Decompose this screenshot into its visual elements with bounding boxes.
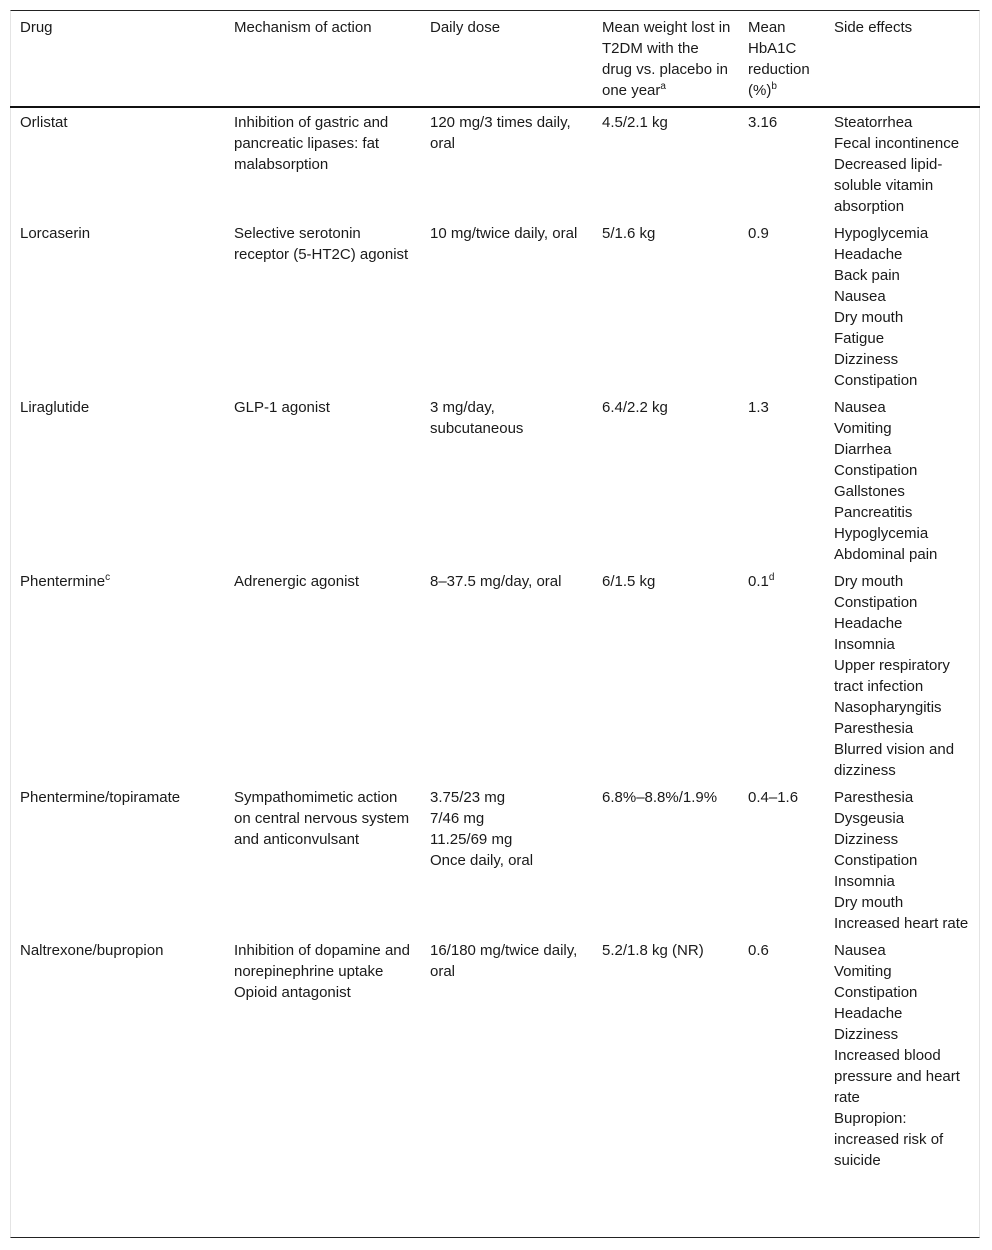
weight-value: 5/1.6 kg — [602, 225, 656, 242]
side-effect-item: Headache — [834, 1005, 903, 1022]
cell-dose — [420, 936, 592, 1173]
hba1c-value: 1.3 — [748, 399, 769, 416]
table-row — [10, 567, 980, 783]
cell-drug — [10, 783, 224, 936]
cell-mechanism — [224, 219, 420, 393]
cell-dose — [420, 219, 592, 393]
table-row — [10, 393, 980, 567]
side-effect-item: Nasopharyngitis — [834, 699, 942, 716]
hba1c-value: 0.1 — [748, 573, 769, 590]
cell-weight-lost — [592, 219, 738, 393]
cell-mechanism — [224, 393, 420, 567]
mechanism-line: Inhibition of dopamine and norepinephrine uptake — [234, 942, 410, 980]
side-effect-item: Dry mouth — [834, 894, 904, 911]
side-effect-item: Insomnia — [834, 873, 895, 890]
side-effect-item: Blurred vision and dizziness — [834, 741, 955, 779]
side-effect-item: Constipation — [834, 372, 918, 389]
mechanism-line: GLP-1 agonist — [234, 399, 330, 416]
header-cell-dose: Daily dose — [420, 11, 592, 107]
hba1c-value: 0.6 — [748, 942, 769, 959]
weight-value: 6.4/2.2 kg — [602, 399, 668, 416]
cell-dose — [420, 567, 592, 783]
side-effect-item: Constipation — [834, 594, 918, 611]
cell-dose — [420, 393, 592, 567]
side-effect-item: Nausea — [834, 288, 886, 305]
weight-value: 6/1.5 kg — [602, 573, 656, 590]
cell-weight-lost — [592, 107, 738, 219]
side-effect-item: Abdominal pain — [834, 546, 938, 563]
header-cell-mechanism: Mechanism of action — [224, 11, 420, 107]
cell-side-effects — [824, 393, 980, 567]
cell-side-effects — [824, 783, 980, 936]
header-cell-weight-lost: Mean weight lost in T2DM with the drug vs. placebo in one year$^a$ — [592, 11, 738, 107]
mechanism-line: Sympathomimetic action on central nervous system and anticonvulsant — [234, 789, 410, 848]
header-cell-side-effects: Side effects — [824, 11, 980, 107]
dose-line: 8–37.5 mg/day, oral — [430, 573, 562, 590]
side-effect-item: Pancreatitis — [834, 504, 913, 521]
cell-weight-lost — [592, 567, 738, 783]
drug-comparison-table — [10, 11, 980, 1173]
side-effect-item: Dizziness — [834, 351, 899, 368]
drug-name: Lorcaserin — [20, 225, 91, 242]
side-effect-item: Nausea — [834, 399, 886, 416]
dose-line: 16/180 mg/twice daily, oral — [430, 942, 578, 980]
dose-line: 120 mg/3 times daily, oral — [430, 114, 571, 152]
dose-line: 11.25/69 mg — [430, 831, 513, 848]
table-header — [10, 11, 980, 107]
cell-side-effects — [824, 219, 980, 393]
footnote-marker: d — [768, 572, 775, 583]
cell-dose — [420, 783, 592, 936]
cell-dose — [420, 107, 592, 219]
cell-hba1c — [738, 567, 824, 783]
cell-hba1c — [738, 107, 824, 219]
mechanism-line: Opioid antagonist — [234, 984, 351, 1001]
weight-value: 5.2/1.8 kg (NR) — [602, 942, 704, 959]
cell-mechanism — [224, 107, 420, 219]
side-effect-item: Fatigue — [834, 330, 885, 347]
cell-drug — [10, 936, 224, 1173]
side-effect-item: Headache — [834, 615, 903, 632]
cell-side-effects — [824, 936, 980, 1173]
side-effect-item: Insomnia — [834, 636, 895, 653]
side-effect-item: Gallstones — [834, 483, 905, 500]
table-row — [10, 107, 980, 219]
side-effect-item: Paresthesia — [834, 720, 914, 737]
table-row — [10, 219, 980, 393]
drug-name: Naltrexone/bupropion — [20, 942, 164, 959]
side-effect-item: Fecal incontinence — [834, 135, 960, 152]
table-row — [10, 936, 980, 1173]
cell-side-effects — [824, 107, 980, 219]
side-effect-item: Upper respiratory tract infection — [834, 657, 950, 695]
cell-mechanism — [224, 936, 420, 1173]
cell-weight-lost — [592, 783, 738, 936]
cell-hba1c — [738, 393, 824, 567]
cell-drug — [10, 567, 224, 783]
drug-name: Phentermine/topiramate — [20, 789, 181, 806]
cell-hba1c — [738, 936, 824, 1173]
hba1c-value: 0.4–1.6 — [748, 789, 799, 806]
side-effect-item: Constipation — [834, 462, 918, 479]
cell-weight-lost — [592, 393, 738, 567]
cell-hba1c — [738, 783, 824, 936]
drug-name: Phentermine — [20, 573, 106, 590]
drug-name: Liraglutide — [20, 399, 90, 416]
side-effect-item: Dry mouth — [834, 573, 904, 590]
cell-drug — [10, 107, 224, 219]
cell-mechanism — [224, 567, 420, 783]
side-effect-item: Dysgeusia — [834, 810, 905, 827]
side-effect-item: Vomiting — [834, 420, 892, 437]
table-body — [10, 107, 980, 1173]
side-effect-item: Dry mouth — [834, 309, 904, 326]
side-effect-item: Diarrhea — [834, 441, 892, 458]
side-effect-item: Constipation — [834, 852, 918, 869]
footnote-marker: c — [105, 572, 111, 583]
side-effect-item: Dizziness — [834, 831, 899, 848]
side-effect-item: Paresthesia — [834, 789, 914, 806]
dose-line: 10 mg/twice daily, oral — [430, 225, 578, 242]
hba1c-value: 0.9 — [748, 225, 769, 242]
table-row — [10, 783, 980, 936]
side-effect-item: Hypoglycemia — [834, 525, 929, 542]
side-effect-item: Nausea — [834, 942, 886, 959]
side-effect-item: Hypoglycemia — [834, 225, 929, 242]
header-cell-drug: Drug — [10, 11, 224, 107]
side-effect-item: Decreased lipid-soluble vitamin absorption — [834, 156, 943, 215]
header-row — [10, 11, 980, 107]
side-effect-item: Increased blood pressure and heart rate — [834, 1047, 960, 1106]
weight-value: 4.5/2.1 kg — [602, 114, 668, 131]
dose-line: 3 mg/day, subcutaneous — [430, 399, 524, 437]
mechanism-line: Selective serotonin receptor (5-HT2C) agonist — [234, 225, 409, 263]
side-effect-item: Headache — [834, 246, 903, 263]
hba1c-value: 3.16 — [748, 114, 778, 131]
cell-side-effects — [824, 567, 980, 783]
cell-mechanism — [224, 783, 420, 936]
cell-weight-lost — [592, 936, 738, 1173]
side-effect-item: Increased heart rate — [834, 915, 969, 932]
cell-drug — [10, 219, 224, 393]
header-cell-hba1c: Mean HbA1C reduction (%)$^b$ — [738, 11, 824, 107]
dose-line: 7/46 mg — [430, 810, 485, 827]
side-effect-item: Dizziness — [834, 1026, 899, 1043]
cell-drug — [10, 393, 224, 567]
side-effect-item: Constipation — [834, 984, 918, 1001]
mechanism-line: Inhibition of gastric and pancreatic lipases: fat malabsorption — [234, 114, 389, 173]
dose-line: 3.75/23 mg — [430, 789, 506, 806]
dose-line: Once daily, oral — [430, 852, 534, 869]
side-effect-item: Vomiting — [834, 963, 892, 980]
side-effect-item: Bupropion: increased risk of suicide — [834, 1110, 944, 1169]
side-effect-item: Steatorrhea — [834, 114, 913, 131]
mechanism-line: Adrenergic agonist — [234, 573, 360, 590]
cell-hba1c — [738, 219, 824, 393]
weight-value: 6.8%–8.8%/1.9% — [602, 789, 718, 806]
drug-name: Orlistat — [20, 114, 68, 131]
side-effect-item: Back pain — [834, 267, 900, 284]
